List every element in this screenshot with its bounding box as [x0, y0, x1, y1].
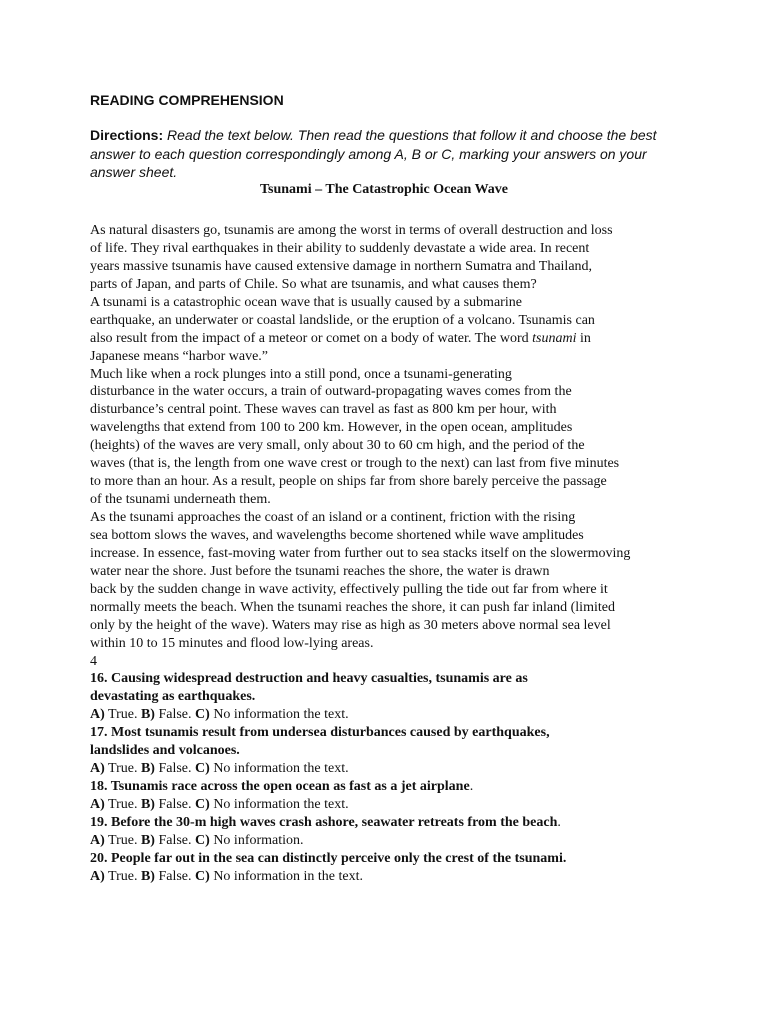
- question-stem-line: [90, 850, 690, 868]
- passage-line: [90, 330, 690, 348]
- passage-line: back by the sudden change in wave activity, effectively pulling the tide out far from where it: [90, 581, 608, 597]
- passage-line: Japanese means “harbor wave.”: [90, 348, 269, 364]
- passage-line: within 10 to 15 minutes and flood low-lying areas.: [90, 635, 374, 651]
- passage-italic-term: tsunami: [532, 330, 577, 346]
- option-c-text: No information the text.: [209, 761, 349, 777]
- passage-line: Much like when a rock plunges into a still pond, once a tsunami-generating: [90, 366, 512, 382]
- option-a-text: True.: [104, 868, 141, 884]
- passage-line: of the tsunami underneath them.: [90, 492, 271, 508]
- option-b-text: False.: [154, 832, 196, 848]
- page-number: 4: [90, 653, 97, 669]
- passage-line: waves (that is, the length from one wave crest or trough to the next) can last from five minutes: [90, 456, 620, 472]
- passage-line: wavelengths that extend from 100 to 200 km. However, in the open ocean, amplitudes: [90, 420, 573, 436]
- passage-line: As the tsunami approaches the coast of an island or a continent, friction with the rising: [90, 510, 576, 525]
- option-b-text: False.: [154, 868, 196, 884]
- question-stem-line: [90, 814, 690, 832]
- passage-text: in: [576, 330, 591, 346]
- option-c-letter: C): [195, 868, 210, 884]
- question-stem-line: [90, 742, 690, 760]
- passage-line: sea bottom slows the waves, and wavelengths become shortened while wave amplitudes: [90, 527, 584, 543]
- passage-line: normally meets the beach. When the tsunami reaches the shore, it can push far inland (limited: [90, 599, 615, 615]
- question-stem-text: devastating as earthquakes.: [90, 689, 256, 705]
- option-c-letter: C): [195, 797, 210, 812]
- option-b-text: False.: [154, 797, 196, 812]
- passage-line: only by the height of the wave). Waters may rise as high as 30 meters above normal sea level: [90, 617, 611, 633]
- passage-title: Tsunami – The Catastrophic Ocean Wave: [259, 182, 509, 197]
- passage-text: also result from the impact of a meteor or comet on a body of water. The word: [90, 330, 533, 346]
- answer-options: [90, 760, 690, 778]
- passage-line: A tsunami is a catastrophic ocean wave that is usually caused by a submarine: [90, 294, 522, 310]
- answer-options: [90, 832, 690, 850]
- option-a-text: True.: [104, 761, 141, 777]
- question-stem-text: 19. Before the 30-m high waves crash ashore, seawater retreats from the beach: [90, 814, 558, 830]
- question-stem: 17. Most tsunamis result from undersea disturbances caused by earthquakes,: [90, 725, 550, 741]
- option-b-letter: B): [140, 707, 155, 723]
- option-a-letter: A): [90, 832, 105, 848]
- question-stem-line: [90, 688, 690, 706]
- answer-options: [90, 868, 690, 886]
- passage-line: (heights) of the waves are very small, only about 30 to 60 cm high, and the period of the: [90, 438, 585, 454]
- option-b-letter: B): [140, 832, 155, 848]
- option-a-letter: A): [90, 761, 105, 777]
- option-c-text: No information.: [209, 832, 304, 848]
- option-a-text: True.: [104, 707, 141, 723]
- option-a-letter: A): [90, 707, 105, 723]
- option-b-text: False.: [154, 761, 196, 777]
- passage-line: years massive tsunamis have caused extensive damage in northern Sumatra and Thailand,: [90, 258, 593, 274]
- passage-line: disturbance in the water occurs, a train of outward-propagating waves comes from the: [90, 384, 572, 400]
- directions-paragraph: [90, 126, 680, 182]
- passage-line: of life. They rival earthquakes in their ability to suddenly devastate a wide area. In recent: [90, 240, 590, 256]
- option-a-letter: A): [90, 797, 105, 812]
- passage-line: earthquake, an underwater or coastal landslide, or the eruption of a volcano. Tsunamis can: [90, 312, 595, 328]
- passage-line: to more than an hour. As a result, people on ships far from shore barely perceive the passage: [90, 474, 607, 490]
- directions-text: Read the text below. Then read the questions that follow it and choose the best answer to each question correspondingly among A, B or C, marking your answers on your answer sheet.: [90, 127, 657, 180]
- answer-options: [90, 796, 690, 814]
- option-b-letter: B): [140, 797, 155, 812]
- option-c-text: No information the text.: [209, 707, 349, 723]
- option-c-letter: C): [195, 761, 210, 777]
- option-c-letter: C): [195, 832, 210, 848]
- question-stem-line: [90, 778, 690, 796]
- passage-body: [90, 222, 690, 886]
- question-stem-tail: .: [469, 779, 474, 795]
- passage-line: disturbance’s central point. These waves can travel as fast as 800 km per hour, with: [90, 402, 557, 418]
- option-c-letter: C): [195, 707, 210, 723]
- option-b-text: False.: [154, 707, 196, 723]
- question-stem-text: 20. People far out in the sea can distinctly perceive only the crest of the tsunami.: [90, 850, 567, 866]
- option-c-text: No information in the text.: [209, 868, 364, 884]
- directions-label: Directions:: [90, 127, 164, 143]
- answer-options: [90, 706, 690, 724]
- passage-line: parts of Japan, and parts of Chile. So what are tsunamis, and what causes them?: [90, 276, 537, 292]
- option-a-text: True.: [104, 832, 141, 848]
- option-b-letter: B): [140, 868, 155, 884]
- option-a-text: True.: [104, 797, 141, 812]
- option-b-letter: B): [140, 761, 155, 777]
- passage-line: increase. In essence, fast-moving water from further out to sea stacks itself on the slowermoving: [90, 545, 631, 561]
- question-stem: 16. Causing widespread destruction and heavy casualties, tsunamis are as: [90, 671, 528, 687]
- section-heading: READING COMPREHENSION: [90, 92, 284, 108]
- passage-line: water near the shore. Just before the tsunami reaches the shore, the water is drawn: [90, 563, 550, 579]
- question-stem-tail: .: [557, 814, 561, 830]
- option-c-text: No information the text.: [209, 797, 349, 812]
- question-stem-text: 18. Tsunamis race across the open ocean as fast as a jet airplane: [90, 779, 470, 795]
- question-stem-text: landslides and volcanoes.: [90, 743, 240, 759]
- passage-line: As natural disasters go, tsunamis are among the worst in terms of overall destruction and loss: [90, 223, 613, 238]
- option-a-letter: A): [90, 868, 105, 884]
